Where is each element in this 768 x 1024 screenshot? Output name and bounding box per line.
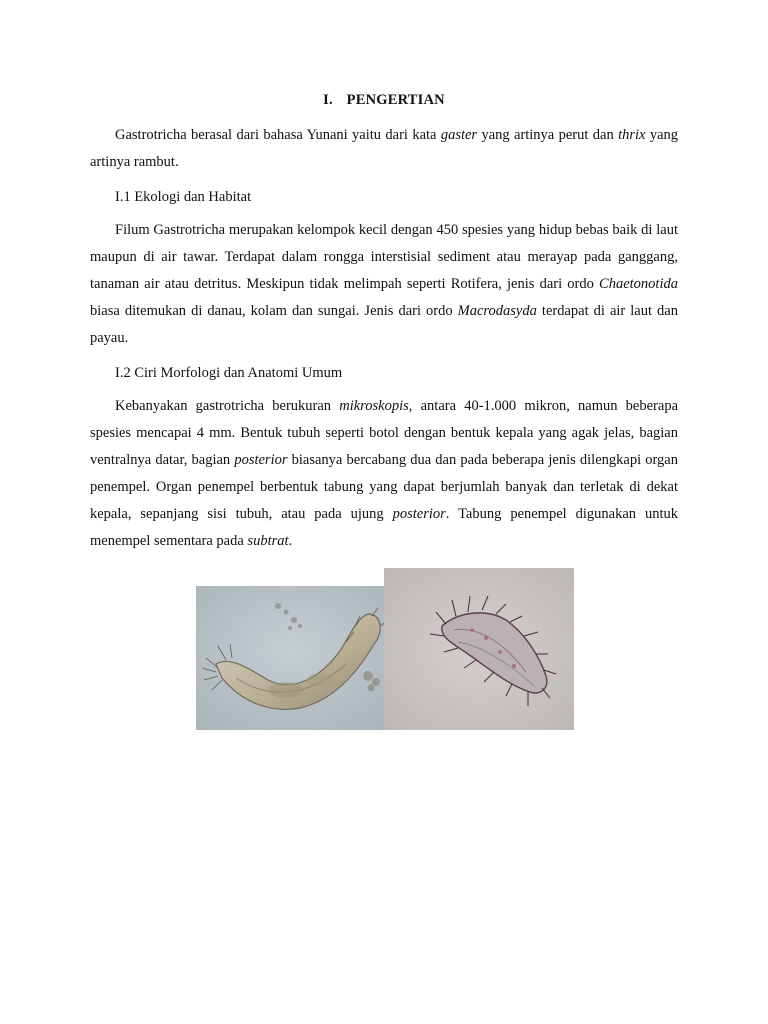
paragraph-etymology (90, 122, 678, 176)
text-run: Kebanyakan gastrotricha berukuran (115, 398, 340, 414)
text-run: . (288, 533, 293, 549)
gastrotricha-micrographs (196, 568, 574, 730)
text-run: Gastrotricha berasal dari bahasa Yunani yaitu dari kata (115, 127, 441, 143)
micrograph-left (196, 586, 386, 730)
section-heading-ecology: I.1 Ekologi dan Habitat (115, 189, 252, 205)
chapter-heading (0, 92, 768, 109)
text-run: terdapat di air laut dan payau. (90, 303, 678, 346)
italic-term: Macrodasyda (457, 303, 537, 319)
text-run: biasanya bercabang dua dan pada beberapa jenis dilengkapi organ penempel. Organ penempel berbentuk tabung yang dapat berjumlah banyak dan terletak di dekat kepala, sepanjang sisi tubuh, atau pada ujung (90, 452, 678, 522)
text-run: . Tabung penempel digunakan untuk menempel sementara pada (90, 506, 678, 549)
italic-term: posterior (392, 506, 446, 522)
text-run: yang artinya perut dan (477, 127, 619, 143)
italic-term: subtrat (247, 533, 289, 549)
text-run: yang artinya rambut. (90, 127, 678, 170)
italic-term: mikroskopis (339, 398, 409, 414)
italic-term: posterior (234, 452, 288, 468)
italic-term: gaster (440, 127, 478, 143)
micrograph-figure (196, 568, 574, 730)
italic-term: Chaetonotida (599, 276, 678, 292)
section-heading-morphology: I.2 Ciri Morfologi dan Anatomi Umum (115, 365, 343, 381)
text-run: , antara 40-1.000 mikron, namun beberapa spesies mencapai 4 mm. Bentuk tubuh seperti botol dengan bentuk kepala yang agak jelas, bagian ventralnya datar, bagian (90, 398, 679, 468)
text-run: biasa ditemukan di danau, kolam dan sungai. Jenis dari ordo (90, 303, 458, 319)
chapter-number: I. (323, 92, 333, 108)
text-run: Filum Gastrotricha merupakan kelompok kecil dengan 450 spesies yang hidup bebas baik di laut maupun di air tawar. Terdapat dalam rongga interstisial sediment atau merayap pada ganggang, tanaman air atau detritus. Meskipun tidak melimpah seperti Rotifera, jenis dari ordo (90, 222, 678, 292)
chapter-title: PENGERTIAN (346, 92, 445, 108)
italic-term: thrix (618, 127, 646, 143)
paragraph-morphology (90, 393, 678, 555)
micrograph-right (384, 568, 574, 730)
paragraph-ecology (90, 217, 678, 352)
